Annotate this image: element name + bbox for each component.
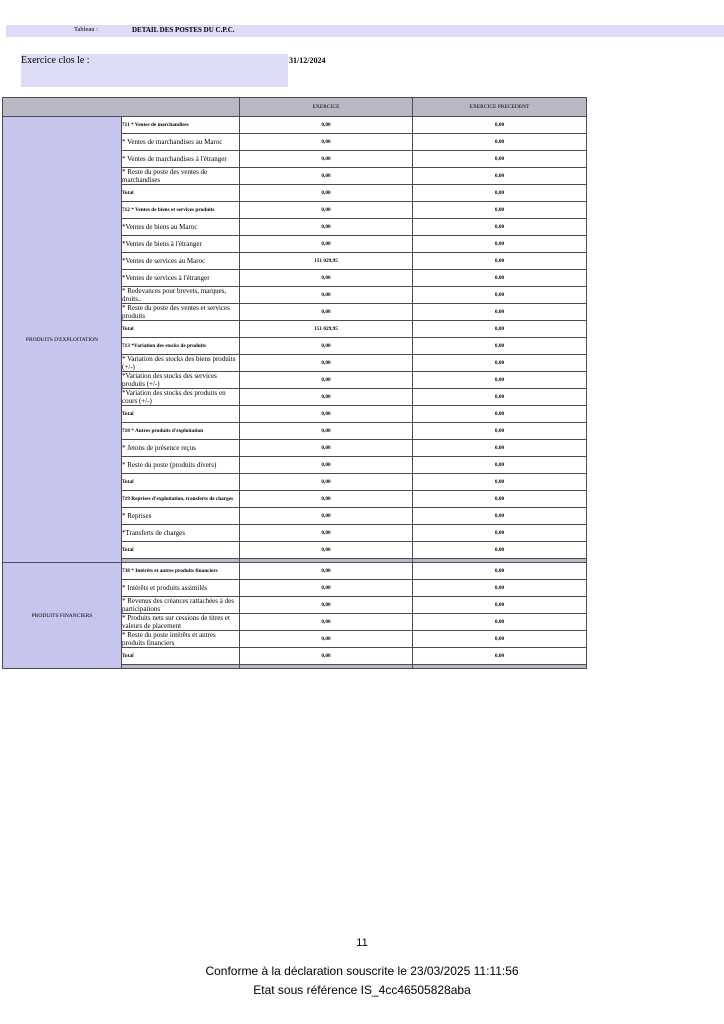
row-label: * Reste du poste (produits divers) — [122, 457, 240, 474]
exercice-precedent-value: 0,00 — [413, 423, 587, 440]
exercice-value: 0,00 — [240, 270, 413, 287]
exercice-precedent-value: 0,00 — [413, 355, 587, 372]
row-label: *Transferts de charges — [122, 525, 240, 542]
row-label: 738 * Intérêts et autres produits financiers — [122, 563, 240, 580]
page-number: 11 — [356, 937, 368, 949]
exercice-precedent-value: 0,00 — [413, 202, 587, 219]
exercice-value: 0,00 — [240, 372, 413, 389]
exercice-precedent-value: 0,00 — [413, 372, 587, 389]
table-row — [3, 117, 587, 134]
exercice-value: 0,00 — [240, 151, 413, 168]
exercice-value: 0,00 — [240, 389, 413, 406]
column-header-exercice: EXERCICE — [240, 98, 413, 117]
exercice-value: 0,00 — [240, 219, 413, 236]
row-label: * Reste du poste intérêts et autres produits financiers — [122, 631, 240, 648]
exercice-precedent-value: 0,00 — [413, 151, 587, 168]
row-label: 712 * Ventes de biens et services produits — [122, 202, 240, 219]
row-label: * Ventes de marchandises à l'étranger — [122, 151, 240, 168]
exercice-precedent-value: 0,00 — [413, 508, 587, 525]
exercice-precedent-value: 0,00 — [413, 474, 587, 491]
exercice-label: Exercice clos le : — [21, 55, 90, 66]
row-label: * Reste du poste des ventes et services produits — [122, 304, 240, 321]
total-label: Total — [122, 648, 240, 665]
reference-line: Etat sous référence IS_4cc46505828aba — [253, 983, 471, 997]
exercice-precedent-value: 0,00 — [413, 338, 587, 355]
table-row — [3, 563, 587, 580]
page-title: DETAIL DES POSTES DU C.P.C. — [132, 26, 235, 34]
header-blank-cell — [3, 98, 240, 117]
exercice-precedent-value: 0,00 — [413, 491, 587, 508]
exercice-value: 0,00 — [240, 597, 413, 614]
exercice-value: 0,00 — [240, 631, 413, 648]
row-label: *Variation des stocks des produits en cours (+/-) — [122, 389, 240, 406]
exercice-date: 31/12/2024 — [289, 56, 326, 65]
exercice-value: 0,00 — [240, 304, 413, 321]
exercice-precedent-value: 0,00 — [413, 457, 587, 474]
row-label: *Ventes de biens à l'étranger — [122, 236, 240, 253]
exercice-value: 0,00 — [240, 525, 413, 542]
total-label: Total — [122, 185, 240, 202]
exercice-precedent-value: 0,00 — [413, 253, 587, 270]
exercice-precedent-value: 0,00 — [413, 236, 587, 253]
exercice-value: 0,00 — [240, 168, 413, 185]
row-label: * Produits nets sur cessions de titres et valeurs de placement — [122, 614, 240, 631]
tableau-label: Tableau : — [74, 26, 98, 33]
exercice-value: 0,00 — [240, 542, 413, 559]
row-label: * Ventes de marchandises au Maroc — [122, 134, 240, 151]
total-label: Total — [122, 542, 240, 559]
header-band — [6, 25, 724, 37]
total-label: Total — [122, 406, 240, 423]
exercice-value: 0,00 — [240, 406, 413, 423]
exercice-value: 0,00 — [240, 423, 413, 440]
exercice-precedent-value: 0,00 — [413, 563, 587, 580]
exercice-value: 151 029,95 — [240, 321, 413, 338]
total-label: Total — [122, 321, 240, 338]
exercice-precedent-value: 0,00 — [413, 304, 587, 321]
exercice-value: 0,00 — [240, 236, 413, 253]
exercice-value: 0,00 — [240, 134, 413, 151]
row-label: * Intérêts et produits assimilés — [122, 580, 240, 597]
exercice-value: 151 029,95 — [240, 253, 413, 270]
exercice-precedent-value: 0,00 — [413, 185, 587, 202]
row-label: *Ventes de services à l'étranger — [122, 270, 240, 287]
exercice-value: 0,00 — [240, 491, 413, 508]
exercice-value: 0,00 — [240, 614, 413, 631]
row-label: * Reprises — [122, 508, 240, 525]
exercice-value: 0,00 — [240, 563, 413, 580]
exercice-precedent-value: 0,00 — [413, 219, 587, 236]
exercice-precedent-value: 0,00 — [413, 614, 587, 631]
exercice-value: 0,00 — [240, 185, 413, 202]
cpc-detail-table — [2, 97, 587, 669]
separator-cell — [122, 665, 240, 669]
row-label: *Ventes de services au Maroc — [122, 253, 240, 270]
column-header-exercice-precedent: EXERCICE PRECEDENT — [413, 98, 587, 117]
exercice-value: 0,00 — [240, 508, 413, 525]
exercice-value: 0,00 — [240, 355, 413, 372]
row-label: * Reste du poste des ventes de marchandises — [122, 168, 240, 185]
exercice-precedent-value: 0,00 — [413, 389, 587, 406]
exercice-value: 0,00 — [240, 457, 413, 474]
exercice-value: 0,00 — [240, 202, 413, 219]
total-label: Total — [122, 474, 240, 491]
exercice-value: 0,00 — [240, 440, 413, 457]
table-body — [3, 98, 587, 669]
table-header-row — [3, 98, 587, 117]
row-label: 711 * Ventes de marchandises — [122, 117, 240, 134]
row-label: *Variation des stocks des services produits (+/-) — [122, 372, 240, 389]
exercice-precedent-value: 0,00 — [413, 321, 587, 338]
exercice-precedent-value: 0,00 — [413, 168, 587, 185]
exercice-value: 0,00 — [240, 287, 413, 304]
row-label: 719 Reprises d'exploitation, transferts de charges — [122, 491, 240, 508]
separator-cell — [413, 665, 587, 669]
separator-cell — [240, 665, 413, 669]
exercice-value: 0,00 — [240, 117, 413, 134]
section-label: PRODUITS D'EXPLOITATION — [3, 117, 122, 563]
exercice-precedent-value: 0,00 — [413, 406, 587, 423]
row-label: * Revenus des créances rattachées à des participations — [122, 597, 240, 614]
exercice-value: 0,00 — [240, 580, 413, 597]
row-label: * Redevances pour brevets, marques, droits.. — [122, 287, 240, 304]
exercice-precedent-value: 0,00 — [413, 525, 587, 542]
exercice-precedent-value: 0,00 — [413, 580, 587, 597]
exercice-precedent-value: 0,00 — [413, 287, 587, 304]
row-label: * Jetons de présence reçus — [122, 440, 240, 457]
exercice-value: 0,00 — [240, 474, 413, 491]
exercice-precedent-value: 0,00 — [413, 117, 587, 134]
exercice-precedent-value: 0,00 — [413, 440, 587, 457]
row-label: *Ventes de biens au Maroc — [122, 219, 240, 236]
exercice-precedent-value: 0,00 — [413, 134, 587, 151]
exercice-precedent-value: 0,00 — [413, 542, 587, 559]
section-label: PRODUITS FINANCIERS — [3, 563, 122, 669]
conformity-statement: Conforme à la déclaration souscrite le 23/03/2025 11:11:56 — [205, 964, 519, 978]
exercice-precedent-value: 0,00 — [413, 631, 587, 648]
exercice-value: 0,00 — [240, 648, 413, 665]
row-label: 713 *Variation des stocks de produits — [122, 338, 240, 355]
row-label: * Variation des stocks des biens produits (+/-) — [122, 355, 240, 372]
exercice-precedent-value: 0,00 — [413, 648, 587, 665]
row-label: 718 * Autres produits d'exploitation — [122, 423, 240, 440]
exercice-precedent-value: 0,00 — [413, 270, 587, 287]
exercice-value: 0,00 — [240, 338, 413, 355]
exercice-precedent-value: 0,00 — [413, 597, 587, 614]
